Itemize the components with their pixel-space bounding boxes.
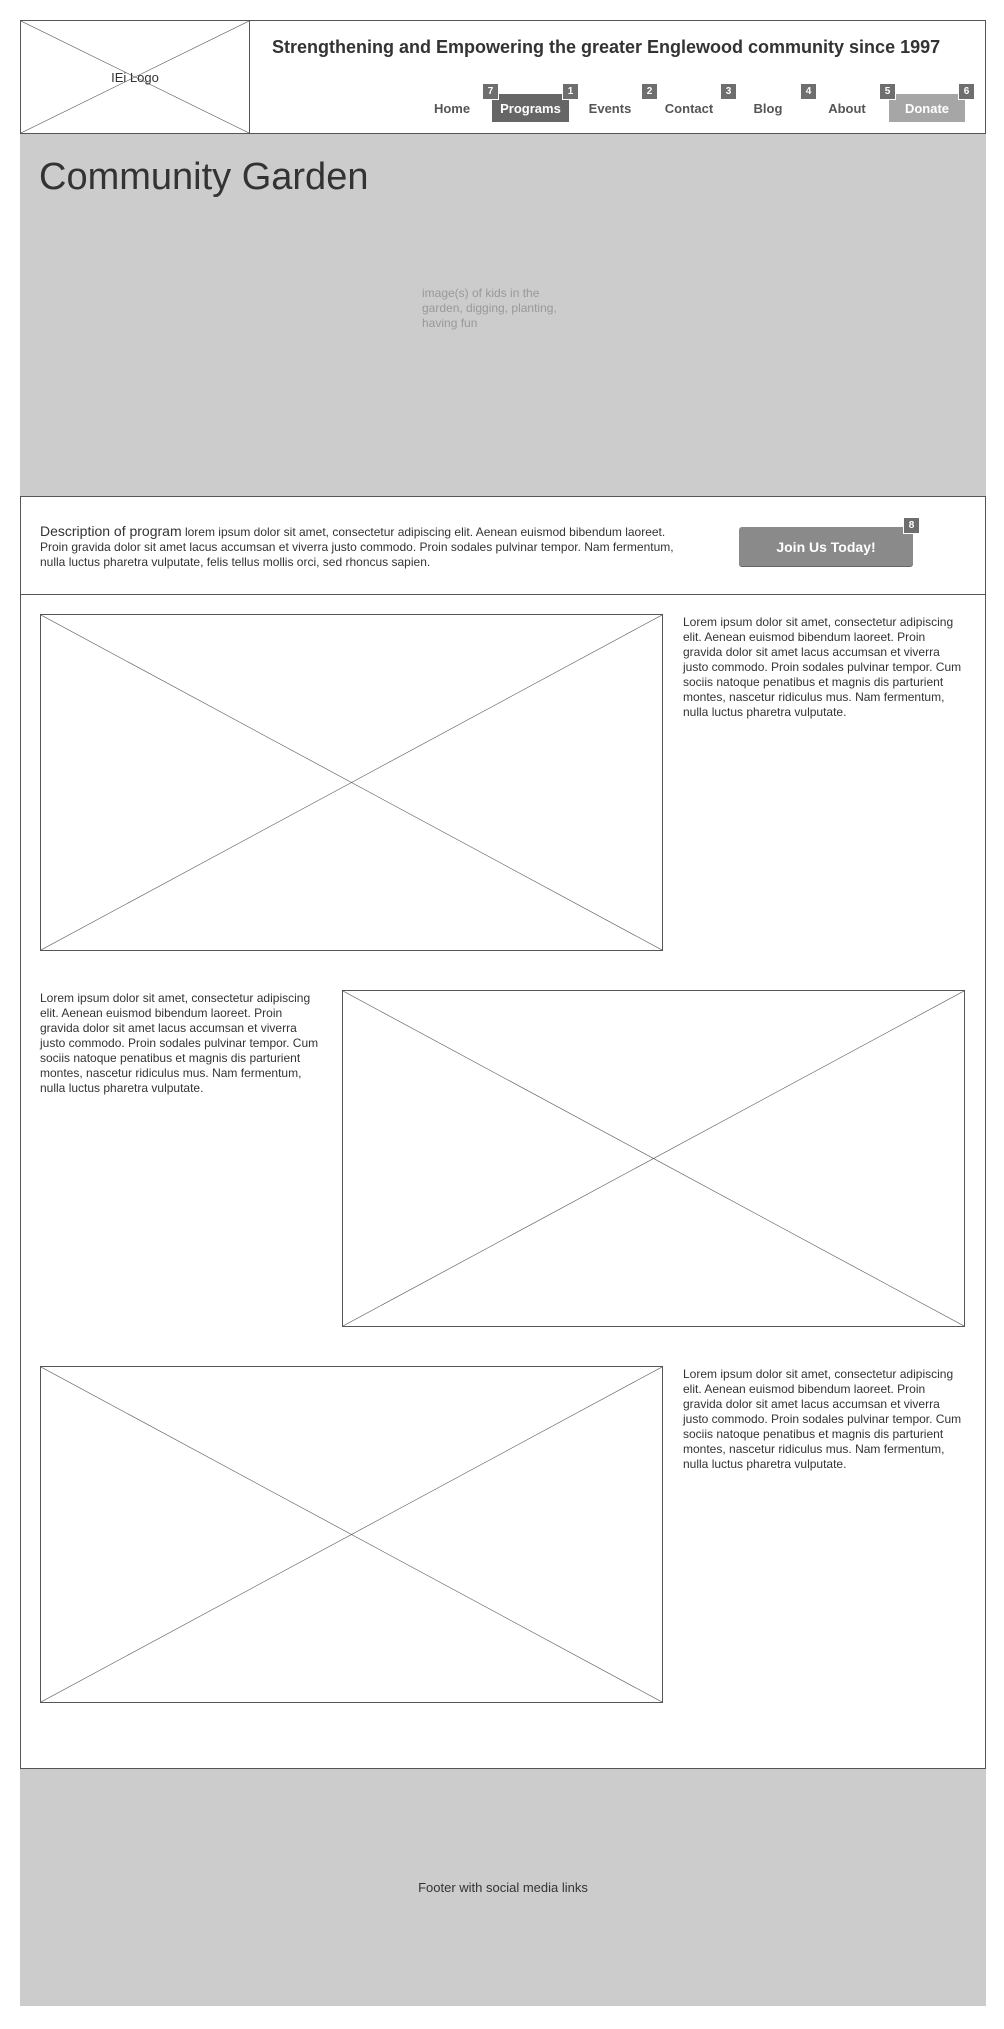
nav-programs[interactable]	[492, 94, 569, 122]
nav-badge-about: 5	[879, 83, 896, 100]
nav-badge-events: 2	[641, 83, 658, 100]
site-tagline: Strengthening and Empowering the greater Englewood community since 1997	[272, 37, 941, 57]
hero-banner	[20, 133, 986, 497]
hero-image-note: image(s) of kids in the garden, digging, planting, having fun	[422, 286, 557, 330]
page-title: Community Garden	[39, 156, 369, 198]
logo[interactable]	[20, 20, 250, 134]
nav-badge-blog: 4	[800, 83, 817, 100]
nav-badge-donate: 6	[958, 83, 975, 100]
nav-programs-label: Programs	[500, 100, 561, 116]
nav-badge-contact: 3	[720, 83, 737, 100]
section-image-1	[40, 614, 663, 951]
join-button-label: Join Us Today!	[776, 538, 876, 555]
nav-badge-programs: 1	[562, 83, 579, 100]
section-text-2: Lorem ipsum dolor sit amet, consectetur adipiscing elit. Aenean euismod bibendum laoreet. Proin gravida dolor sit amet lacus accumsan et viverra justo commodo. Proin sodales pulvinar tempor. Cum sociis natoque penatibus et magnis dis parturient montes, nascetur ridiculus mus. Nam fermentum, nulla luctus pharetra vulputate.	[40, 991, 319, 1095]
nav-badge-home: 7	[482, 83, 499, 100]
section-text-1: Lorem ipsum dolor sit amet, consectetur adipiscing elit. Aenean euismod bibendum laoreet. Proin gravida dolor sit amet lacus accumsan et viverra justo commodo. Proin sodales pulvinar tempor. Cum sociis natoque penatibus et magnis dis parturient montes, nascetur ridiculus mus. Nam fermentum, nulla luctus pharetra vulputate.	[683, 615, 962, 719]
footer-label: Footer with social media links	[418, 1880, 588, 1895]
nav-about[interactable]	[817, 94, 877, 122]
nav-about-label: About	[828, 100, 866, 116]
section-image-2	[342, 990, 965, 1327]
nav-home-label: Home	[433, 100, 471, 116]
description-text: lorem ipsum dolor sit amet, consectetur adipiscing elit. Aenean euismod bibendum laoreet. Proin gravida dolor sit amet lacus accumsan et viverra justo commodo. Proin sodales pulvinar tempor. Nam fermentum, nulla luctus pharetra vulputate, felis tellus mollis orci, sed rhoncus sapien.	[40, 525, 674, 569]
logo-label: IEi Logo	[111, 69, 159, 85]
nav-events[interactable]	[580, 94, 640, 122]
nav-donate[interactable]	[889, 94, 965, 122]
nav-home[interactable]	[423, 94, 481, 122]
nav-blog-label: Blog	[753, 100, 783, 116]
description-lead: Description of program	[40, 523, 182, 539]
nav-donate-label: Donate	[904, 100, 950, 116]
join-button-badge: 8	[903, 517, 920, 534]
program-description	[40, 524, 680, 570]
nav-blog[interactable]	[738, 94, 798, 122]
nav-contact-label: Contact	[664, 100, 714, 116]
section-image-3	[40, 1366, 663, 1703]
section-text-3: Lorem ipsum dolor sit amet, consectetur adipiscing elit. Aenean euismod bibendum laoreet. Proin gravida dolor sit amet lacus accumsan et viverra justo commodo. Proin sodales pulvinar tempor. Cum sociis natoque penatibus et magnis dis parturient montes, nascetur ridiculus mus. Nam fermentum, nulla luctus pharetra vulputate.	[683, 1367, 962, 1471]
nav-contact[interactable]	[657, 94, 721, 122]
footer	[20, 1768, 986, 2006]
join-button[interactable]	[739, 527, 913, 566]
section-divider	[20, 594, 986, 595]
nav-events-label: Events	[588, 100, 632, 116]
